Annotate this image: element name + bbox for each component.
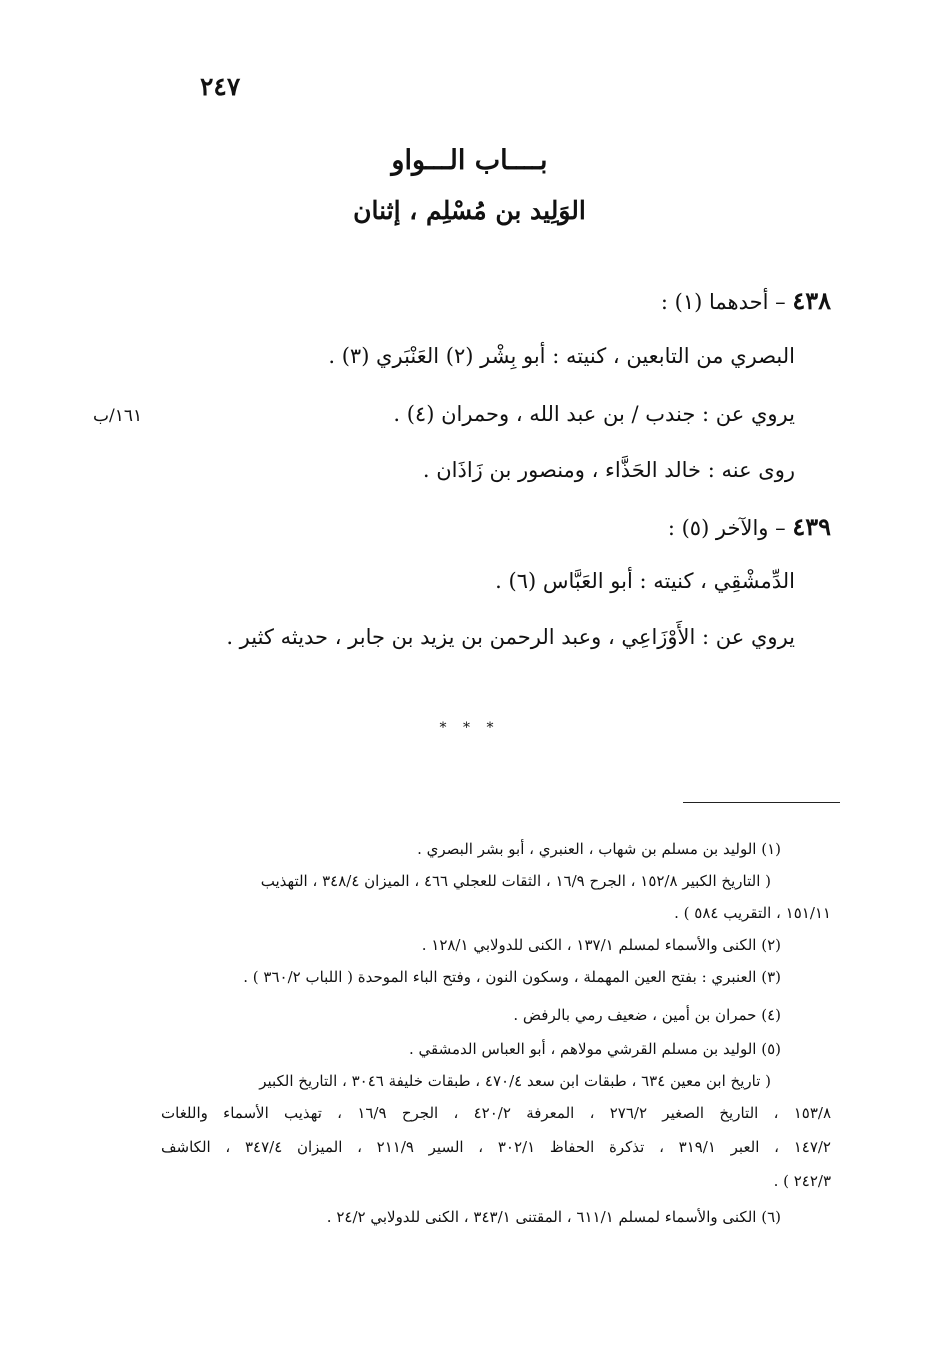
footnote: (٣) العنبري : بفتح العين المهملة ، وسكون النون ، وفتح الباء الموحدة ( اللباب ٣٦٠/٢ ) . [243, 968, 781, 986]
footnote: (٥) الوليد بن مسلم القرشي مولاهم ، أبو العباس الدمشقي . [409, 1040, 781, 1058]
footnote-sources: ( التاريخ الكبير ١٥٢/٨ ، الجرح ١٦/٩ ، الثقات للعجلي ٤٦٦ ، الميزان ٣٤٨/٤ ، التهذيب [260, 872, 771, 890]
footnote-rule [683, 802, 840, 803]
section-subtitle: الوَلِيد بن مُسْلِم ، إثنان [353, 196, 586, 225]
footnote-sources: ١٥٣/٨ ، التاريخ الصغير ٢٧٦/٢ ، المعرفة ٤٢٠/٢ ، الجرح ١٦/٩ ، تهذيب الأسماء واللغات [161, 1104, 831, 1122]
entry-heading [661, 286, 831, 315]
entry-line: روى عنه : خالد الحَذَّاء ، ومنصور بن زَاذَان . [422, 458, 795, 482]
section-separator: * * * [439, 720, 500, 736]
entry-heading [668, 512, 831, 541]
entry-number: ٤٣٩ [792, 512, 831, 541]
entry-line: يروي عن : الأَوْزَاعِي ، وعبد الرحمن بن يزيد بن جابر ، حديثه كثير . [226, 625, 795, 649]
footnote: (١) الوليد بن مسلم بن شهاب ، العنبري ، أبو بشر البصري . [417, 840, 781, 858]
entry-heading-text: – والآخر (٥) : [667, 516, 786, 540]
footnote: (٤) حمران بن أمين ، ضعيف رمي بالرفض . [513, 1006, 781, 1024]
footnote-sources: ٢٤٢/٣ ) . [773, 1172, 831, 1190]
entry-line: يروي عن : جندب / بن عبد الله ، وحمران (٤) . [393, 402, 795, 426]
entry-line: البصري من التابعين ، كنيته : أبو بِشْر (٢) العَنْبَري (٣) . [328, 344, 795, 368]
footnote-sources: ١٥١/١١ ، التقريب ٥٨٤ ) . [674, 904, 831, 922]
entry-line: الدِّمشْقِي ، كنيته : أبو العَبَّاس (٦) . [495, 569, 795, 593]
entry-number: ٤٣٨ [792, 286, 831, 315]
page-number: ٢٤٧ [200, 72, 241, 101]
footnote-sources: ١٤٧/٢ ، العبر ٣١٩/١ ، تذكرة الحفاظ ٣٠٢/١ ، السير ٢١١/٩ ، الميزان ٣٤٧/٤ ، الكاشف [161, 1138, 831, 1156]
footnote: (٢) الكنى والأسماء لمسلم ١٣٧/١ ، الكنى للدولابي ١٢٨/١ . [421, 936, 781, 954]
margin-reference: ١٦١/ب [93, 406, 143, 426]
footnote-sources: ( تاريخ ابن معين ٦٣٤ ، طبقات ابن سعد ٤٧٠/٤ ، طبقات خليفة ٣٠٤٦ ، التاريخ الكبير [259, 1072, 771, 1090]
footnote: (٦) الكنى والأسماء لمسلم ٦١١/١ ، المقتنى ٣٤٣/١ ، الكنى للدولابي ٢٤/٢ . [326, 1208, 781, 1226]
chapter-title: بــــاب الـــواو [391, 145, 548, 176]
entry-heading-text: – أحدهما (١) : [660, 290, 786, 314]
